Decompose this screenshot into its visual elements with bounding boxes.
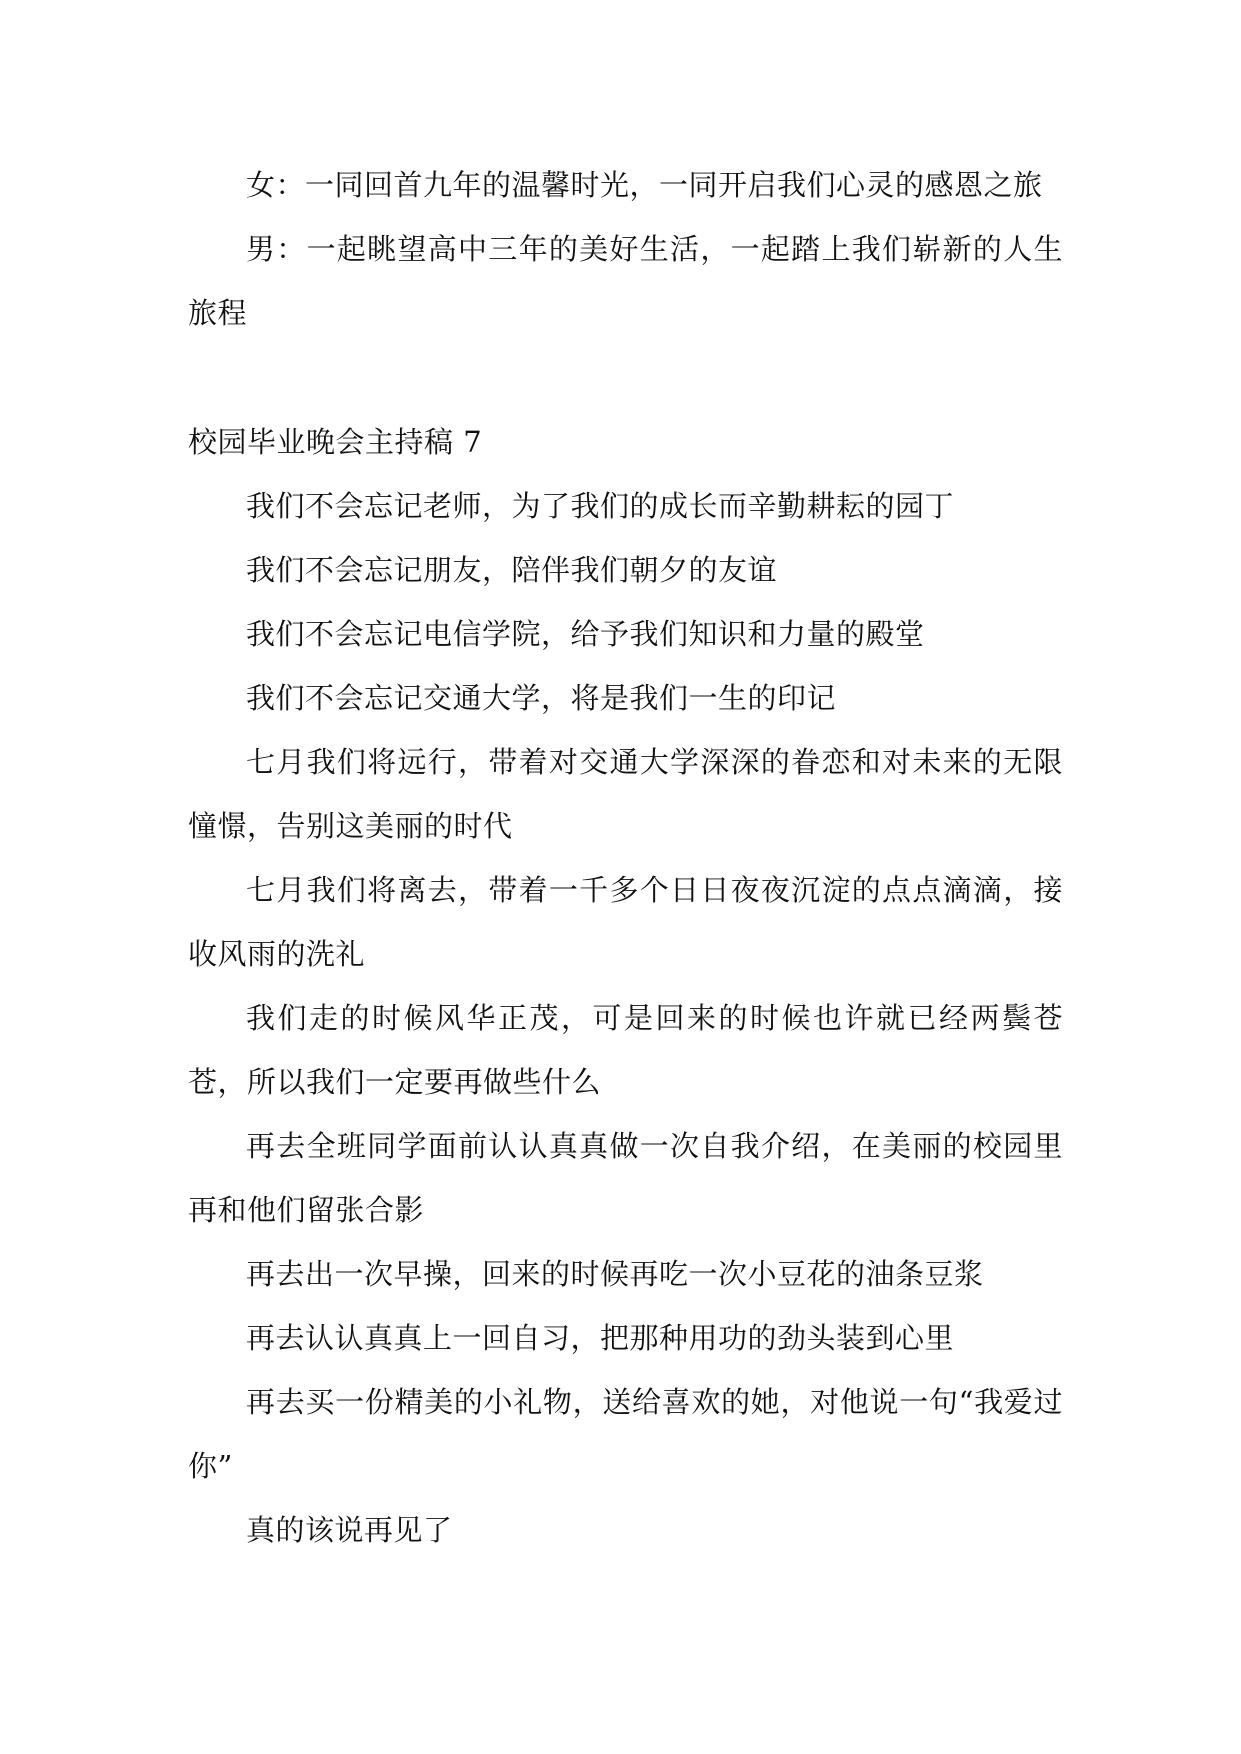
intro-paragraph: 女：一同回首九年的温馨时光，一同开启我们心灵的感恩之旅 xyxy=(246,168,1043,202)
section-heading: 校园毕业晚会主持稿 7 xyxy=(188,425,483,459)
body-paragraph: 我们不会忘记电信学院，给予我们知识和力量的殿堂 xyxy=(246,617,925,651)
body-paragraph: 再去全班同学面前认认真真做一次自我介绍，在美丽的校园里再和他们留张合影 xyxy=(188,1129,1063,1227)
intro-section xyxy=(188,153,1063,345)
body-paragraph: 再去买一份精美的小礼物，送给喜欢的她，对他说一句“我爱过你” xyxy=(188,1385,1063,1483)
body-paragraph: 再去认认真真上一回自习，把那种用功的劲头装到心里 xyxy=(246,1321,955,1355)
body-paragraph: 七月我们将远行，带着对交通大学深深的眷恋和对未来的无限憧憬，告别这美丽的时代 xyxy=(188,745,1063,843)
body-paragraph: 我们不会忘记交通大学，将是我们一生的印记 xyxy=(246,681,837,715)
script-section xyxy=(188,410,1063,1562)
body-paragraph: 真的该说再见了 xyxy=(246,1513,453,1547)
body-paragraph: 我们不会忘记老师，为了我们的成长而辛勤耕耘的园丁 xyxy=(246,489,955,523)
body-paragraph: 七月我们将离去，带着一千多个日日夜夜沉淀的点点滴滴，接收风雨的洗礼 xyxy=(188,873,1063,971)
intro-paragraph: 男：一起眺望高中三年的美好生活，一起踏上我们崭新的人生旅程 xyxy=(188,232,1063,330)
body-paragraph: 我们走的时候风华正茂，可是回来的时候也许就已经两鬓苍苍，所以我们一定要再做些什么 xyxy=(188,1001,1063,1099)
body-paragraph: 再去出一次早操，回来的时候再吃一次小豆花的油条豆浆 xyxy=(246,1257,984,1291)
body-paragraph: 我们不会忘记朋友，陪伴我们朝夕的友谊 xyxy=(246,553,778,587)
